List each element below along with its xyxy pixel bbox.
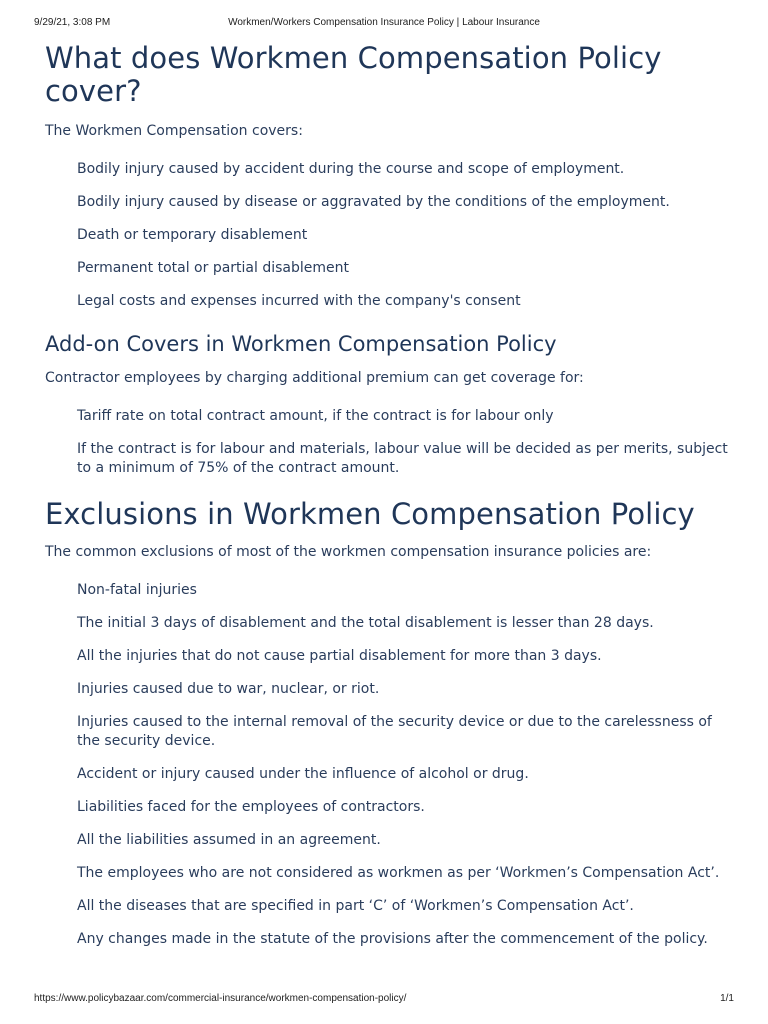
cover-heading: What does Workmen Compensation Policy cover? xyxy=(45,41,662,108)
list-item: Liabilities faced for the employees of contractors. xyxy=(77,799,425,815)
list-item: Bodily injury caused by disease or aggravated by the conditions of the employment. xyxy=(77,194,670,210)
print-datetime: 9/29/21, 3:08 PM xyxy=(34,17,111,28)
exclusions-intro: The common exclusions of most of the workmen compensation insurance policies are: xyxy=(45,544,652,560)
list-item: Accident or injury caused under the influence of alcohol or drug. xyxy=(77,766,529,782)
list-item: All the diseases that are specified in part ‘C’ of ‘Workmen’s Compensation Act’. xyxy=(77,898,634,914)
list-item: Tariff rate on total contract amount, if the contract is for labour only xyxy=(77,408,554,424)
cover-list xyxy=(45,160,735,311)
list-item: Any changes made in the statute of the provisions after the commencement of the policy. xyxy=(77,931,708,947)
exclusions-heading: Exclusions in Workmen Compensation Policy xyxy=(45,497,695,531)
cover-intro: The Workmen Compensation covers: xyxy=(45,123,303,139)
list-item: Bodily injury caused by accident during the course and scope of employment. xyxy=(77,161,625,177)
addon-list xyxy=(45,407,735,478)
list-item: Non-fatal injuries xyxy=(77,582,197,598)
list-item: Injuries caused to the internal removal of the security device or due to the carelessness of the security device. xyxy=(77,714,712,749)
list-item: All the liabilities assumed in an agreement. xyxy=(77,832,381,848)
print-url: https://www.policybazaar.com/commercial-insurance/workmen-compensation-policy/ xyxy=(34,993,407,1004)
addon-heading: Add-on Covers in Workmen Compensation Policy xyxy=(45,332,557,356)
list-item: If the contract is for labour and materials, labour value will be decided as per merits, subject to a minimum of 75% of the contract amount. xyxy=(77,441,728,476)
list-item: The employees who are not considered as workmen as per ‘Workmen’s Compensation Act’. xyxy=(77,865,720,881)
list-item: Death or temporary disablement xyxy=(77,227,308,243)
print-page-title: Workmen/Workers Compensation Insurance Policy | Labour Insurance xyxy=(228,17,540,28)
list-item: Injuries caused due to war, nuclear, or riot. xyxy=(77,681,380,697)
list-item: Legal costs and expenses incurred with the company's consent xyxy=(77,293,521,309)
list-item: Permanent total or partial disablement xyxy=(77,260,349,276)
addon-intro: Contractor employees by charging additional premium can get coverage for: xyxy=(45,370,584,386)
page-number: 1/1 xyxy=(720,993,734,1004)
list-item: All the injuries that do not cause partial disablement for more than 3 days. xyxy=(77,648,602,664)
list-item: The initial 3 days of disablement and the total disablement is lesser than 28 days. xyxy=(77,615,654,631)
exclusions-list xyxy=(45,581,735,949)
article-content xyxy=(45,42,735,949)
